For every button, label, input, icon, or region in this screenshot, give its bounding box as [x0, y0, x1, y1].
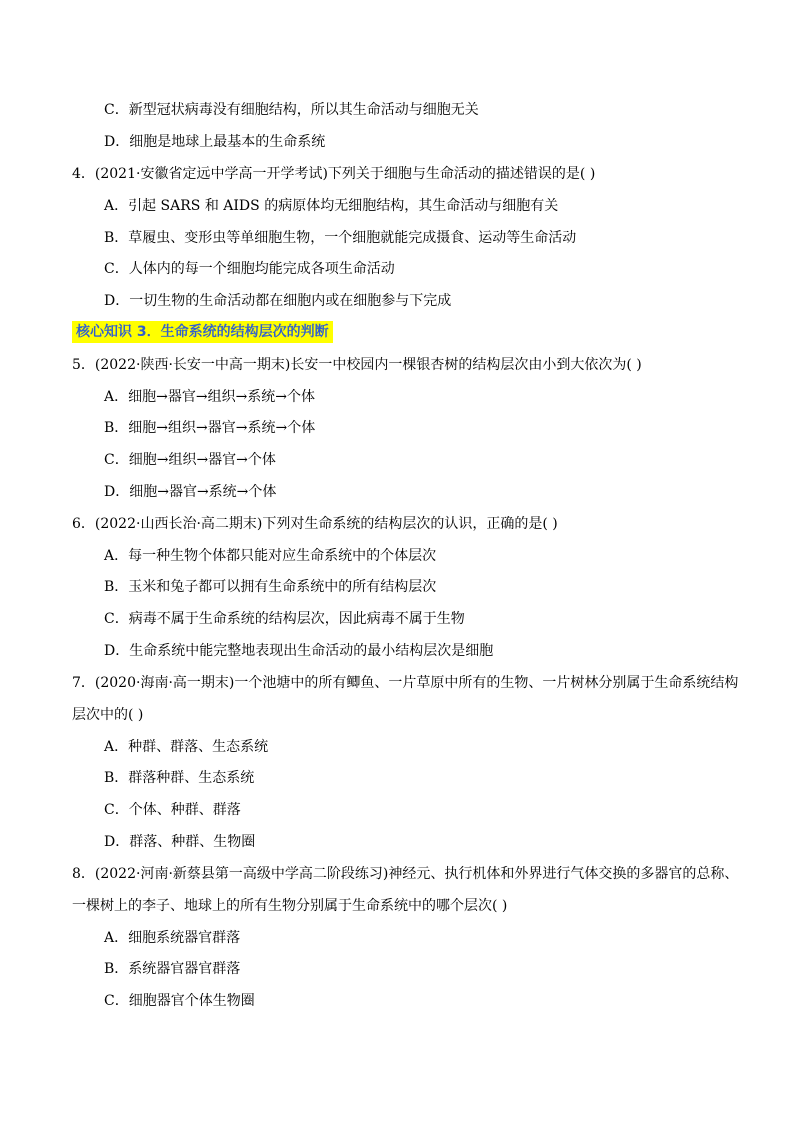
q8-stem-line-1: 8．(2022·河南·新蔡县第一高级中学高二阶段练习)神经元、执行机体和外界进行气体交换的多器官的总称、 [72, 866, 739, 882]
q4-option-c: C．人体内的每一个细胞均能完成各项生命活动 [104, 261, 395, 277]
q8-stem-line-2: 一棵树上的李子、地球上的所有生物分别属于生命系统中的哪个层次( ) [72, 898, 508, 914]
q7-option-a: A．种群、群落、生态系统 [104, 739, 269, 755]
q6-stem: 6．(2022·山西长治·高二期末)下列对生命系统的结构层次的认识，正确的是( ) [72, 516, 558, 532]
q4-option-b: B．草履虫、变形虫等单细胞生物，一个细胞就能完成摄食、运动等生命活动 [104, 230, 577, 246]
q7-option-d: D．群落、种群、生物圈 [104, 834, 256, 850]
q4-option-a: A．引起 SARS 和 AIDS 的病原体均无细胞结构，其生命活动与细胞有关 [104, 198, 559, 214]
q7-stem-line-2: 层次中的( ) [72, 707, 144, 723]
q5-option-a: A．细胞→器官→组织→系统→个体 [104, 389, 316, 405]
q5-option-d: D．细胞→器官→系统→个体 [104, 484, 277, 500]
q7-option-c: C．个体、种群、群落 [104, 802, 241, 818]
q6-option-d: D．生命系统中能完整地表现出生命活动的最小结构层次是细胞 [104, 643, 494, 659]
q6-option-a: A．每一种生物个体都只能对应生命系统中的个体层次 [104, 548, 437, 564]
q5-option-b: B．细胞→组织→器官→系统→个体 [104, 420, 316, 436]
q3-option-c: C．新型冠状病毒没有细胞结构，所以其生命活动与细胞无关 [104, 102, 479, 118]
q6-option-c: C．病毒不属于生命系统的结构层次，因此病毒不属于生物 [104, 611, 465, 627]
q5-option-c: C．细胞→组织→器官→个体 [104, 452, 276, 468]
q3-option-d: D．细胞是地球上最基本的生命系统 [104, 134, 326, 150]
q7-option-b: B．群落种群、生态系统 [104, 770, 255, 786]
q5-stem: 5．(2022·陕西·长安一中高一期末)长安一中校园内一棵银杏树的结构层次由小到大依次为( ) [72, 357, 642, 373]
section-heading: 核心知识 3．生命系统的结构层次的判断 [72, 321, 333, 343]
q8-option-b: B．系统器官器官群落 [104, 961, 241, 977]
q6-option-b: B．玉米和兔子都可以拥有生命系统中的所有结构层次 [104, 579, 437, 595]
q4-option-d: D．一切生物的生命活动都在细胞内或在细胞参与下完成 [104, 293, 452, 309]
q8-option-c: C．细胞器官个体生物圈 [104, 993, 255, 1009]
q8-option-a: A．细胞系统器官群落 [104, 930, 241, 946]
q7-stem-line-1: 7．(2020·海南·高一期末)一个池塘中的所有鲫鱼、一片草原中所有的生物、一片树林分别属于生命系统结构 [72, 675, 739, 691]
q4-stem: 4．(2021·安徽省定远中学高一开学考试)下列关于细胞与生命活动的描述错误的是( ) [72, 166, 596, 182]
